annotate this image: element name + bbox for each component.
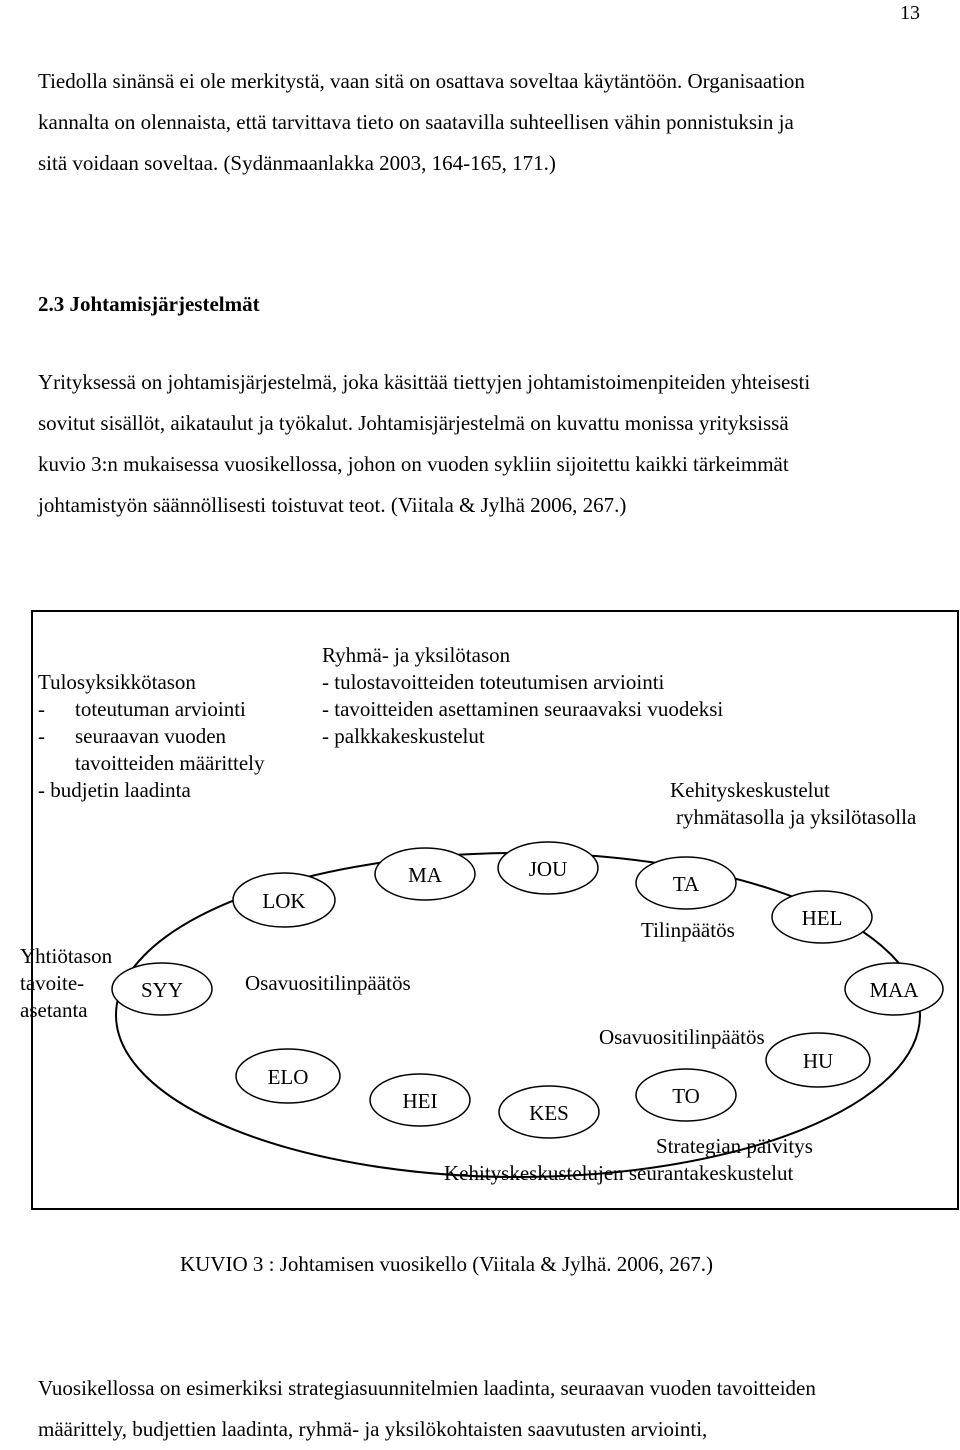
- group-item: - tulostavoitteiden toteutumisen arviointi: [322, 670, 665, 694]
- month-label: JOU: [528, 857, 568, 881]
- unit-item-dash: -: [38, 724, 45, 748]
- month-elo: [236, 1049, 340, 1103]
- company-level-label: tavoite-: [20, 971, 85, 995]
- group-level-title: Ryhmä- ja yksilötason: [322, 643, 511, 667]
- company-level-label: Yhtiötason: [20, 944, 113, 968]
- paragraph-line: kannalta on olennaista, että tarvittava tieto on saatavilla suhteellisen vähin ponnistuksin ja: [38, 110, 794, 134]
- development-talks-label: ryhmätasolla ja yksilötasolla: [676, 805, 917, 829]
- company-level-label: asetanta: [20, 998, 88, 1022]
- section-paragraph: [38, 362, 810, 526]
- month-label: ELO: [267, 1065, 309, 1089]
- month-label: MA: [408, 863, 442, 887]
- month-label: HEL: [801, 906, 843, 930]
- month-lok: [233, 873, 335, 927]
- month-label: LOK: [262, 889, 306, 913]
- month-jou: [498, 842, 598, 894]
- month-label: MAA: [869, 978, 919, 1002]
- unit-item-evaluation: toteutuman arviointi: [75, 697, 246, 721]
- event-followup-talks: Kehityskeskustelujen seurantakeskustelut: [444, 1161, 794, 1185]
- event-interim-report: Osavuositilinpäätös: [599, 1025, 765, 1049]
- month-ma: [375, 848, 475, 900]
- intro-paragraph: [38, 61, 805, 184]
- paragraph-line: Tiedolla sinänsä ei ole merkitystä, vaan sitä on osattava soveltaa käytäntöön. Organisaation: [38, 69, 805, 93]
- month-label: TA: [672, 872, 700, 896]
- unit-item-goal-setting: tavoitteiden määrittely: [75, 751, 265, 775]
- paragraph-line: johtamistyön säännöllisesti toistuvat teot. (Viitala & Jylhä 2006, 267.): [38, 493, 627, 517]
- event-financial-statements: Tilinpäätös: [641, 918, 735, 942]
- paragraph-line: Vuosikellossa on esimerkiksi strategiasuunnitelmien laadinta, seuraavan vuoden tavoitteiden: [38, 1376, 816, 1400]
- paragraph-line: kuvio 3:n mukaisessa vuosikellossa, johon on vuoden sykliin sijoitettu kaikki tärkeimmät: [38, 452, 789, 476]
- month-hei: [370, 1074, 470, 1126]
- unit-level-title: Tulosyksikkötason: [38, 670, 196, 694]
- section-heading: 2.3 Johtamisjärjestelmät: [38, 292, 260, 316]
- unit-item-next-year: seuraavan vuoden: [75, 724, 227, 748]
- month-to: [636, 1069, 736, 1121]
- month-label: SYY: [140, 978, 184, 1002]
- unit-item-budget: - budjetin laadinta: [38, 778, 191, 802]
- month-hu: [766, 1033, 870, 1087]
- event-interim-report: Osavuositilinpäätös: [245, 971, 411, 995]
- month-kes: [499, 1086, 599, 1138]
- month-hel: [772, 891, 872, 943]
- closing-paragraph: [38, 1368, 816, 1450]
- unit-item-dash: -: [38, 697, 45, 721]
- month-syy: [112, 963, 212, 1015]
- month-label: KES: [529, 1101, 569, 1125]
- group-item: - tavoitteiden asettaminen seuraavaksi vuodeksi: [322, 697, 724, 721]
- month-label: TO: [672, 1084, 700, 1108]
- month-label: HU: [802, 1049, 834, 1073]
- development-talks-label: Kehityskeskustelut: [670, 778, 830, 802]
- month-ta: [636, 857, 736, 909]
- paragraph-line: Yrityksessä on johtamisjärjestelmä, joka käsittää tiettyjen johtamistoimenpiteiden yhteisesti: [38, 370, 811, 394]
- figure-caption: KUVIO 3 : Johtamisen vuosikello (Viitala & Jylhä. 2006, 267.): [180, 1252, 714, 1276]
- month-label: HEI: [402, 1089, 438, 1113]
- page-number: 13: [900, 2, 920, 24]
- event-strategy-update: Strategian päivitys: [656, 1134, 813, 1158]
- paragraph-line: sitä voidaan soveltaa. (Sydänmaanlakka 2003, 164-165, 171.): [38, 151, 556, 175]
- group-item: - palkkakeskustelut: [322, 724, 485, 748]
- month-maa: [845, 963, 943, 1015]
- paragraph-line: sovitut sisällöt, aikataulut ja työkalut. Johtamisjärjestelmä on kuvattu monissa yrityksissä: [38, 411, 789, 435]
- paragraph-line: määrittely, budjettien laadinta, ryhmä- ja yksilökohtaisten saavutusten arviointi,: [38, 1417, 708, 1441]
